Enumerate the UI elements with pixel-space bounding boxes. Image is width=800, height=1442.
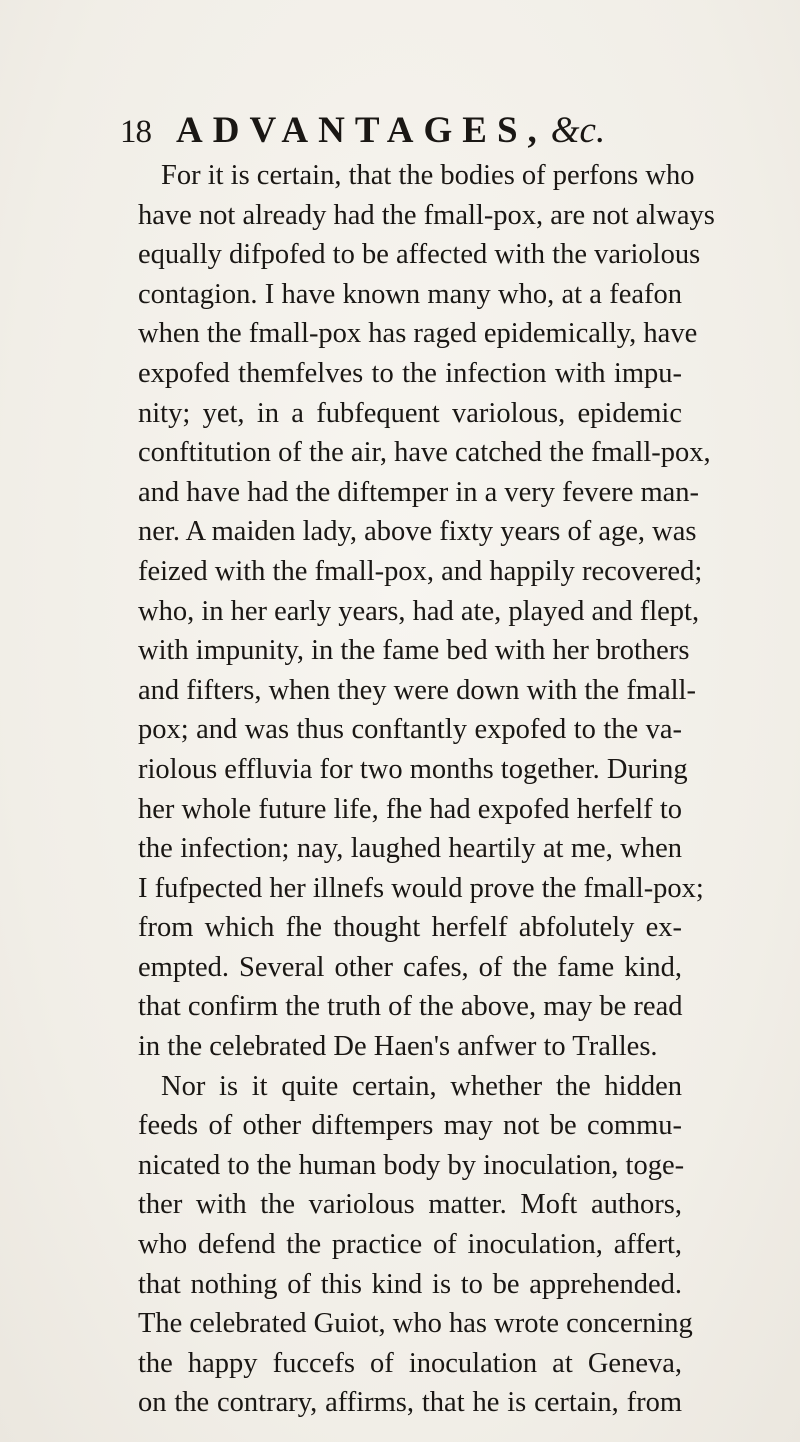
text-line: feized with the fmall-pox, and happily recovered;: [138, 555, 703, 587]
running-title: ADVANTAGES,: [176, 110, 547, 151]
text-line: Nor is it quite certain, whether the hidden: [161, 1070, 682, 1102]
text-line: when the fmall-pox has raged epidemically, have: [138, 318, 698, 350]
text-line: conftitution of the air, have catched the fmall-pox,: [138, 437, 711, 469]
text-line: who, in her early years, had ate, played and flept,: [138, 595, 700, 627]
text-line: expofed themfelves to the infection with impu-: [138, 357, 682, 389]
text-line: on the contrary, affirms, that he is certain, from: [138, 1387, 682, 1419]
text-line: ner. A maiden lady, above fixty years of age, was: [138, 516, 697, 548]
text-line: nity; yet, in a fubfequent variolous, epidemic: [138, 397, 682, 429]
text-line: contagion. I have known many who, at a feafon: [138, 278, 682, 310]
text-line: the happy fuccefs of inoculation at Geneva,: [138, 1347, 682, 1379]
text-line: and fifters, when they were down with the fmall-: [138, 674, 696, 706]
text-line: feeds of other diftempers may not be commu-: [138, 1110, 682, 1142]
text-line: riolous effluvia for two months together. During: [138, 753, 688, 785]
text-line: ther with the variolous matter. Moft authors,: [138, 1189, 682, 1221]
body-text: [138, 156, 715, 1423]
text-line: in the celebrated De Haen's anfwer to Tralles.: [138, 1031, 658, 1063]
text-line: have not already had the fmall-pox, are not always: [138, 199, 715, 231]
text-line: The celebrated Guiot, who has wrote concerning: [138, 1308, 693, 1340]
text-line: her whole future life, fhe had expofed herfelf to: [138, 793, 682, 825]
running-title-etc: &c.: [550, 110, 606, 151]
page-number: 18: [120, 114, 151, 150]
text-line: who defend the practice of inoculation, affert,: [138, 1229, 682, 1261]
text-line: that nothing of this kind is to be apprehended.: [138, 1268, 682, 1300]
running-head: [120, 106, 680, 156]
text-line: For it is certain, that the bodies of perfons who: [161, 160, 695, 191]
text-line: the infection; nay, laughed heartily at me, when: [138, 833, 682, 865]
text-line: pox; and was thus conftantly expofed to the va-: [138, 714, 682, 746]
text-line: equally difpofed to be affected with the variolous: [138, 239, 701, 271]
text-line: with impunity, in the fame bed with her brothers: [138, 635, 690, 667]
text-line: empted. Several other cafes, of the fame kind,: [138, 951, 682, 983]
text-line: that confirm the truth of the above, may be read: [138, 991, 683, 1023]
text-line: I fufpected her illnefs would prove the fmall-pox;: [138, 872, 704, 904]
text-line: and have had the diftemper in a very fevere man-: [138, 476, 700, 508]
text-line: from which fhe thought herfelf abfolutely ex-: [138, 912, 682, 944]
text-line: nicated to the human body by inoculation, toge-: [138, 1149, 685, 1181]
